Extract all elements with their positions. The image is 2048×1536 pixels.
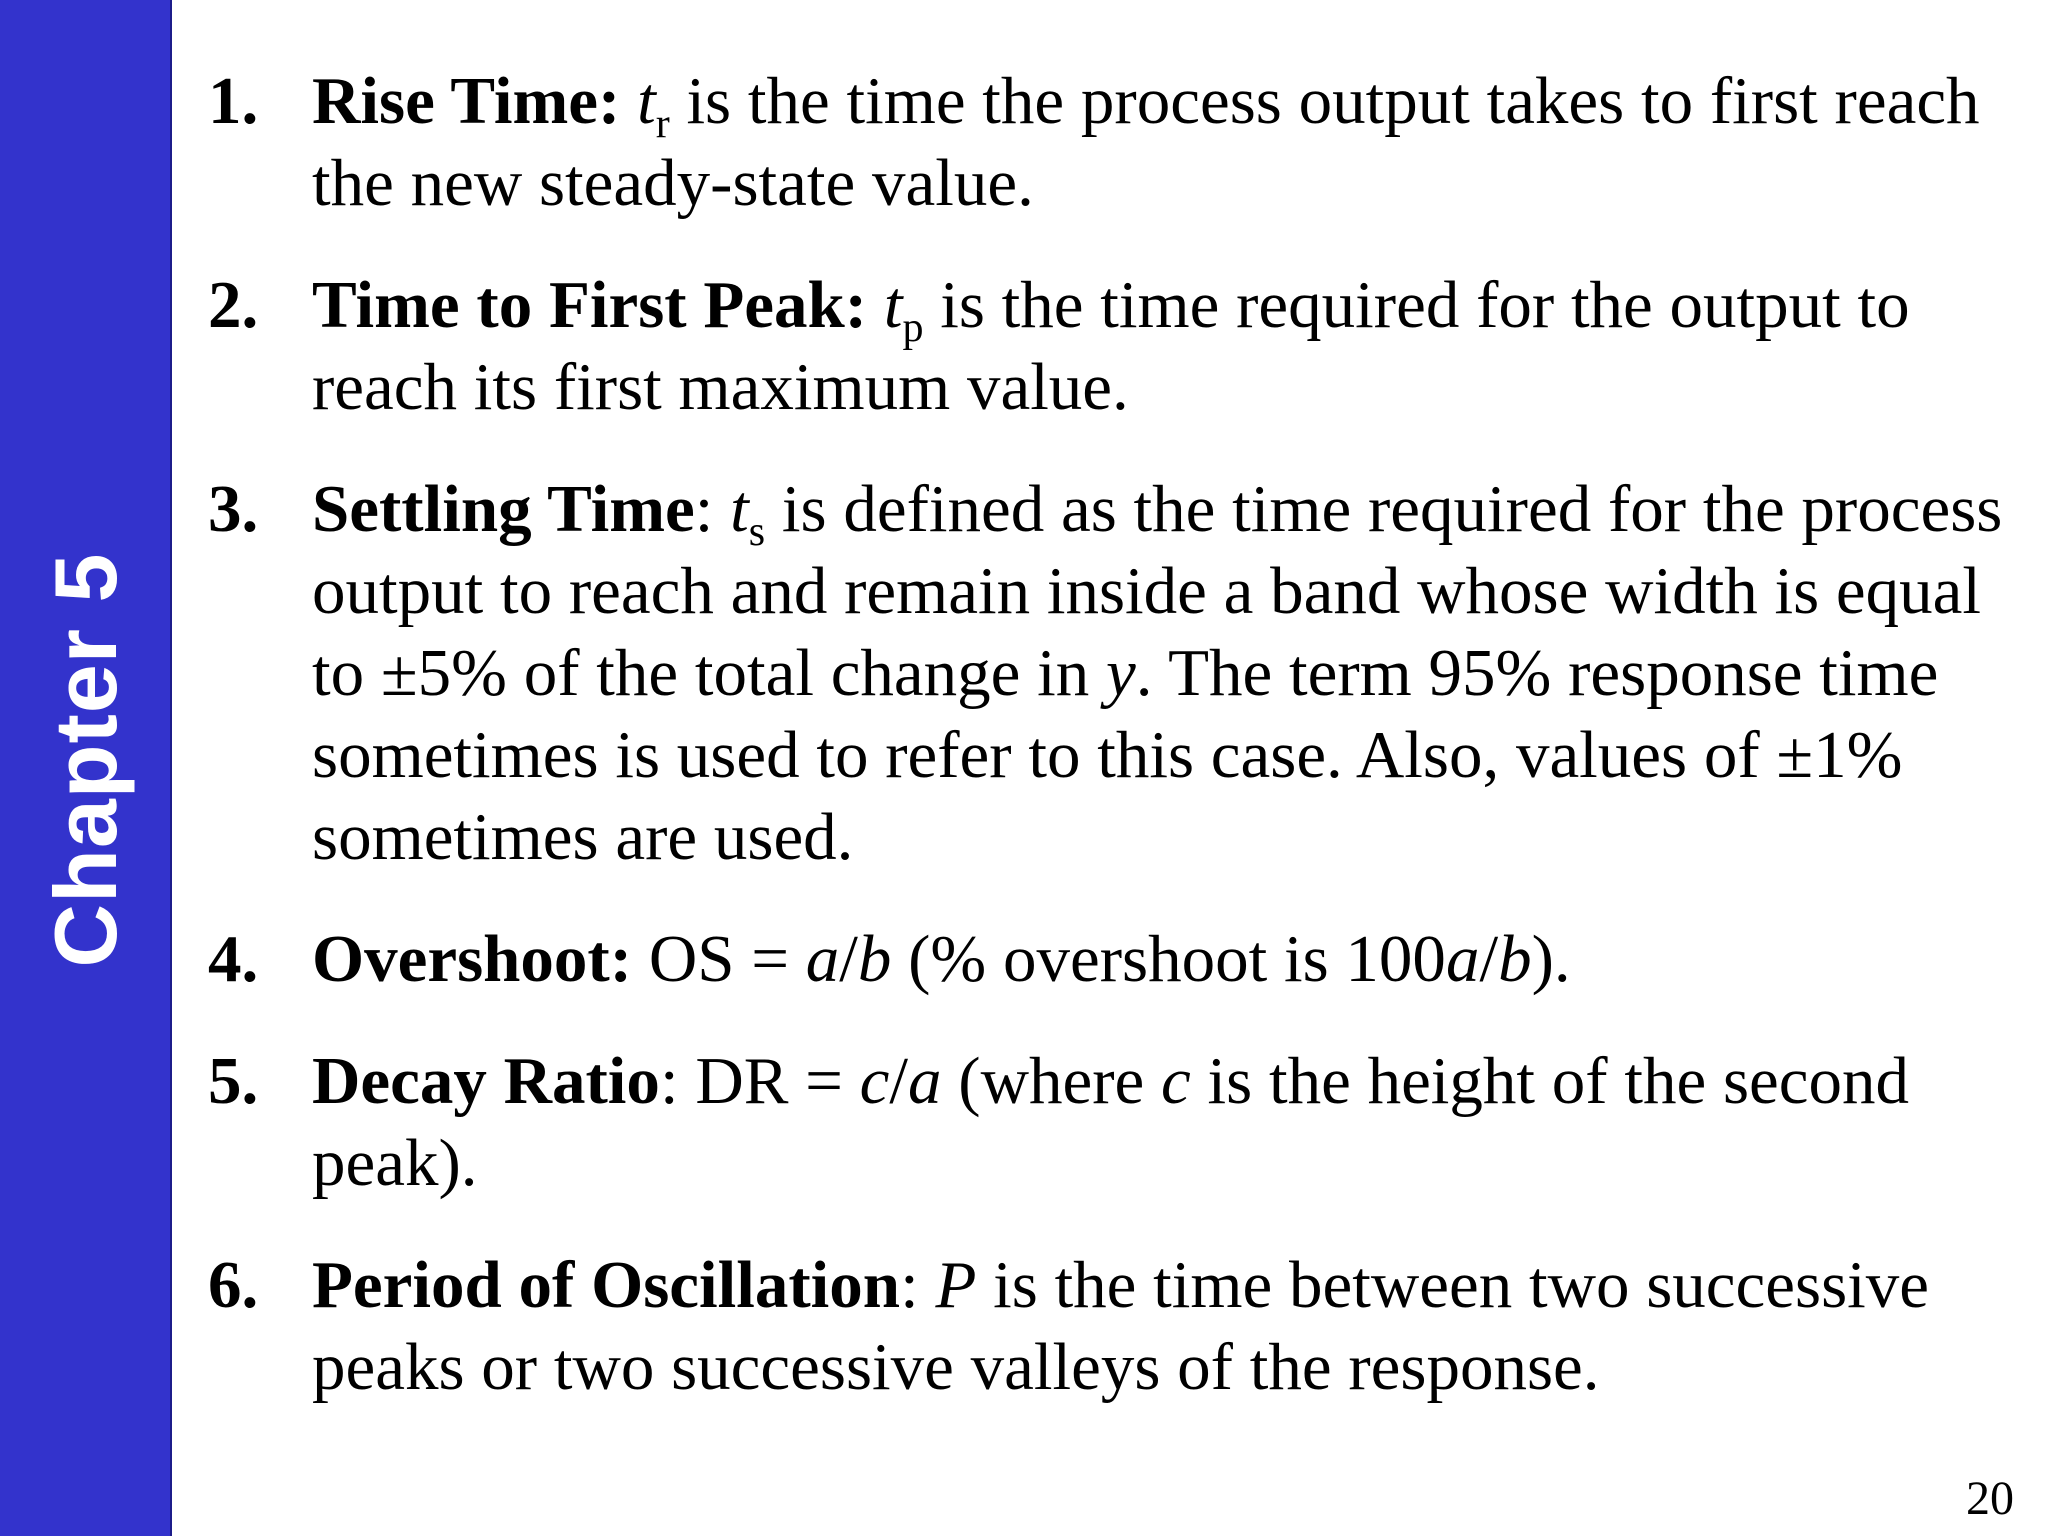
item-symbol: t bbox=[883, 268, 903, 342]
formula-close: ). bbox=[1531, 922, 1571, 996]
item-colon: : bbox=[659, 1044, 679, 1118]
item-colon: : bbox=[694, 472, 714, 546]
formula-note-continued: is the height of the second peak). bbox=[312, 1044, 1910, 1200]
list-item-period-of-oscillation bbox=[208, 1244, 2038, 1408]
item-number: 3. bbox=[208, 472, 259, 546]
item-subscript: p bbox=[902, 305, 924, 351]
chapter-sidebar bbox=[0, 0, 172, 1536]
formula-lhs: DR = bbox=[695, 1044, 843, 1118]
item-symbol: t bbox=[637, 64, 656, 138]
item-term: Settling Time bbox=[312, 472, 695, 546]
item-text-continued: . The term 95% response time sometimes is used to refer to this case. Also, values of ±1% sometimes are used. bbox=[312, 636, 1939, 874]
item-subscript: r bbox=[655, 101, 670, 147]
list-item-decay-ratio bbox=[208, 1040, 2038, 1204]
item-symbol: P bbox=[935, 1248, 977, 1322]
formula-a: a bbox=[908, 1044, 942, 1118]
formula-slash: / bbox=[1479, 922, 1499, 996]
list-item-overshoot bbox=[208, 918, 2038, 1000]
formula-b: b bbox=[1498, 922, 1532, 996]
list-item-time-to-first-peak bbox=[208, 264, 2038, 428]
item-variable: y bbox=[1106, 636, 1136, 710]
item-text: is defined as the time required for the process output to reach and remain inside a band whose width is equal to ±5% of the total change in bbox=[312, 472, 2003, 710]
item-symbol: t bbox=[730, 472, 749, 546]
list-item-rise-time bbox=[208, 60, 2038, 224]
formula-note: (% overshoot is 100 bbox=[908, 922, 1446, 996]
item-number: 1. bbox=[208, 64, 259, 138]
item-number: 2. bbox=[208, 268, 259, 342]
item-text: is the time required for the output to reach its first maximum value. bbox=[312, 268, 1910, 424]
item-term: Decay Ratio bbox=[312, 1044, 660, 1118]
formula-note: (where bbox=[958, 1044, 1145, 1118]
formula-a: a bbox=[1445, 922, 1480, 996]
formula-lhs: OS = bbox=[648, 922, 789, 996]
item-text: is the time the process output takes to first reach the new steady-state value. bbox=[312, 64, 1980, 220]
formula-c: c bbox=[859, 1044, 890, 1118]
formula-b: b bbox=[857, 922, 892, 996]
item-text: is the time between two successive peaks or two successive valleys of the response. bbox=[312, 1248, 1929, 1404]
chapter-label: Chapter 5 bbox=[36, 552, 135, 968]
formula-c: c bbox=[1161, 1044, 1191, 1118]
list-item-settling-time bbox=[208, 468, 2038, 878]
item-term: Time to First Peak: bbox=[312, 268, 868, 342]
item-number: 6. bbox=[208, 1248, 259, 1322]
item-colon: : bbox=[900, 1248, 919, 1322]
item-term: Overshoot: bbox=[312, 922, 633, 996]
item-subscript: s bbox=[748, 509, 766, 555]
item-term: Rise Time: bbox=[312, 64, 621, 138]
formula-slash: / bbox=[839, 922, 858, 996]
page-number: 20 bbox=[1966, 1472, 2014, 1525]
formula-slash: / bbox=[889, 1044, 909, 1118]
definitions-list bbox=[208, 60, 2038, 1448]
item-number: 5. bbox=[208, 1044, 259, 1118]
formula-a: a bbox=[805, 922, 840, 996]
item-term: Period of Oscillation bbox=[312, 1248, 901, 1322]
item-number: 4. bbox=[208, 922, 259, 996]
